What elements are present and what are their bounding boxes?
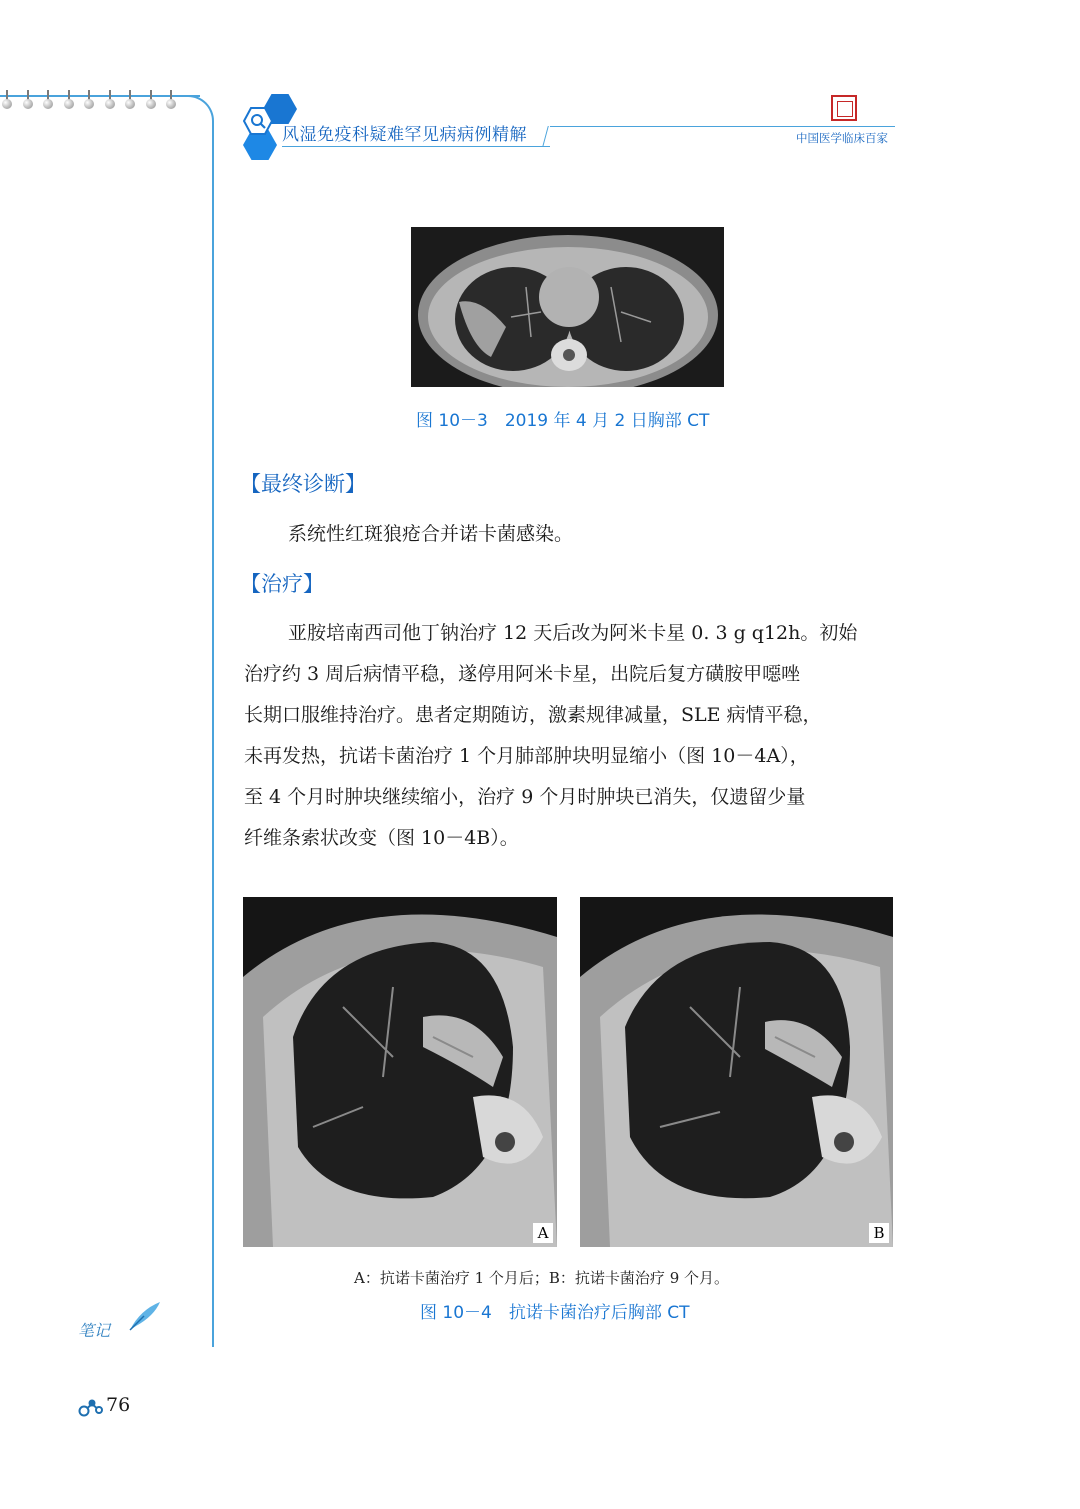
notes-label: 笔记 xyxy=(78,1321,111,1340)
binding-ring-icon xyxy=(169,90,173,108)
paragraph-line: 治疗约 3 周后病情平稳，遂停用阿米卡星，出院后复方磺胺甲噁唑 xyxy=(244,663,801,685)
figure-10-4-note: A：抗诺卡菌治疗 1 个月后；B：抗诺卡菌治疗 9 个月。 xyxy=(354,1269,730,1287)
paragraph-line: 长期口服维持治疗。患者定期随访，激素规律减量，SLE 病情平稳， xyxy=(244,704,822,726)
panel-label-a: A xyxy=(533,1223,553,1243)
figure-10-4a-ct-image xyxy=(243,897,557,1247)
binding-ring-icon xyxy=(46,90,50,108)
binding-ring-icon xyxy=(26,90,30,108)
paragraph-line: 未再发热，抗诺卡菌治疗 1 个月肺部肿块明显缩小（图 10－4A）， xyxy=(244,745,809,767)
binding-ring-icon xyxy=(149,90,153,108)
figure-10-4b-ct-image xyxy=(580,897,893,1247)
molecule-icon xyxy=(78,1396,104,1418)
page-margin-line xyxy=(168,95,214,1347)
paragraph-line: 纤维条索状改变（图 10－4B）。 xyxy=(244,827,519,849)
binding-ring-icon xyxy=(87,90,91,108)
header-rule xyxy=(550,126,895,127)
header-rule xyxy=(282,146,550,147)
section-title-treatment: 【治疗】 xyxy=(240,572,324,596)
paragraph-line: 亚胺培南西司他丁钠治疗 12 天后改为阿米卡星 0. 3 g q12h。初始 xyxy=(288,622,858,644)
binding-ring-icon xyxy=(108,90,112,108)
binding-ring-icon xyxy=(67,90,71,108)
section-title-final-diagnosis: 【最终诊断】 xyxy=(240,472,366,496)
paragraph-line: 至 4 个月时肿块继续缩小，治疗 9 个月时肿块已消失，仅遗留少量 xyxy=(244,786,806,808)
quill-pen-icon xyxy=(126,1300,162,1334)
panel-label-b: B xyxy=(869,1223,889,1243)
binding-ring-icon xyxy=(128,90,132,108)
figure-10-4-caption: 图 10－4 抗诺卡菌治疗后胸部 CT xyxy=(420,1303,690,1323)
book-title: 风湿免疫科疑难罕见病病例精解 xyxy=(282,125,527,145)
magnifier-icon xyxy=(243,106,273,136)
paragraph-line: 系统性红斑狼疮合并诺卡菌感染。 xyxy=(288,523,574,545)
figure-10-3-caption: 图 10－3 2019 年 4 月 2 日胸部 CT xyxy=(416,411,710,431)
binding-ring-icon xyxy=(5,90,9,108)
header-rule xyxy=(542,126,549,147)
publisher-seal-logo xyxy=(831,95,857,121)
page-number: 76 xyxy=(106,1394,131,1416)
series-name: 中国医学临床百家 xyxy=(796,131,888,145)
figure-10-3-ct-image xyxy=(411,227,724,387)
